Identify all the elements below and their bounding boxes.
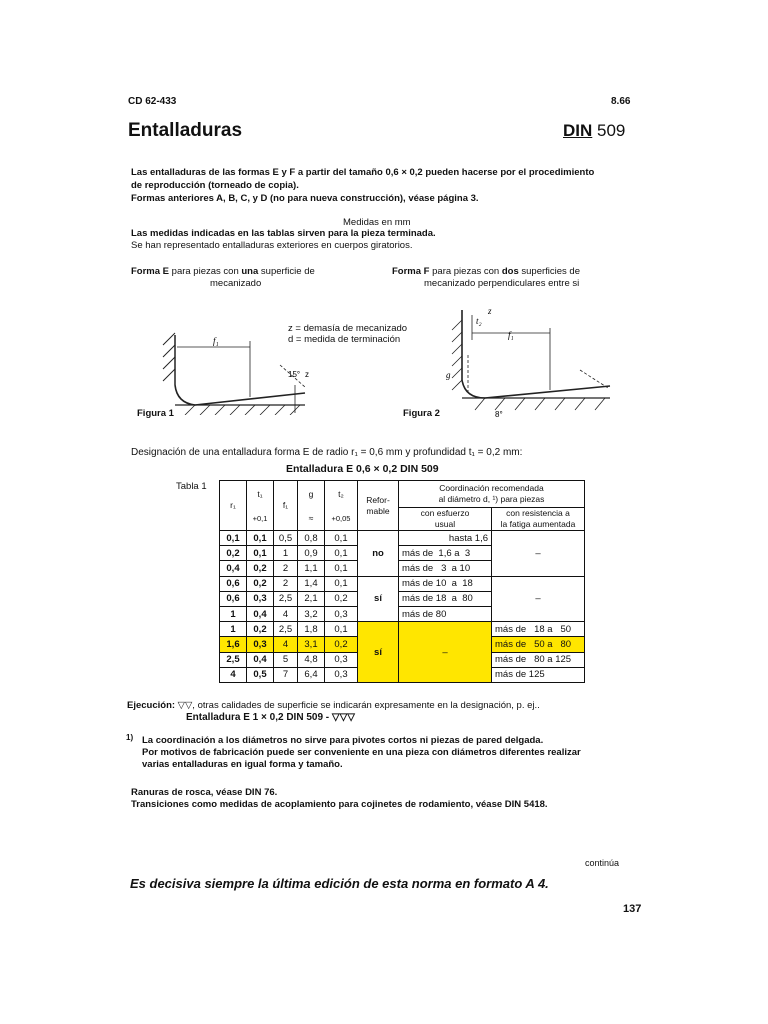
sub-usual: con esfuerzo usual: [420, 508, 470, 529]
cell-t1: 0,5: [247, 667, 274, 682]
header-f1: f₁: [282, 500, 289, 510]
form-f-text-c: dos: [501, 266, 519, 277]
col-header-t2: [325, 481, 358, 508]
doc-code: CD 62-433: [128, 96, 177, 107]
header-t2: t₂: [338, 488, 344, 499]
din-number: 509: [597, 121, 626, 140]
cell-r1: 4: [220, 667, 247, 682]
form-e-heading: [131, 266, 315, 278]
cell-t1: 0,1: [247, 546, 274, 561]
cell-t2: 0,1: [325, 622, 358, 637]
svg-text:8°: 8°: [495, 410, 503, 419]
col-header-t1: [247, 481, 274, 508]
cell-t2: 0,1: [325, 546, 358, 561]
col-header-f1: [274, 481, 298, 531]
execution-example: Entalladura E 1 × 0,2 DIN 509 - ▽▽▽: [186, 712, 355, 723]
sub-header-fatigue: [492, 508, 585, 531]
measures-line-2: Las medidas indicadas en las tablas sirven para la pieza terminada.: [131, 228, 436, 239]
header-coord: Coordinación recomendada al diámetro d, ¹) para piezas: [438, 483, 545, 504]
cell-fatigue: más de 125: [492, 667, 585, 682]
cell-reformable: sí: [358, 576, 399, 622]
legend-d: d = medida de terminación: [288, 334, 401, 345]
form-f-text-d: superficies de: [518, 266, 580, 277]
form-f-heading-2: mecanizado perpendiculares entre si: [424, 278, 580, 289]
footnote-line-1: La coordinación a los diámetros no sirve para pivotes cortos ni piezas de pared delgada.: [142, 735, 544, 746]
figure-1-caption: Figura 1: [137, 408, 174, 419]
cell-g: 1,4: [298, 576, 325, 591]
designation-example: Entalladura E 0,6 × 0,2 DIN 509: [286, 463, 439, 475]
header-t1: t₁: [257, 488, 263, 499]
cell-t1: 0,3: [247, 637, 274, 652]
cell-f1: 4: [274, 606, 298, 621]
notes-line-1: Ranuras de rosca, véase DIN 76.: [131, 787, 278, 798]
header-reformable: Refor- mable: [366, 494, 390, 516]
cell-f1: 1: [274, 546, 298, 561]
header-g: g: [308, 488, 314, 499]
footnote-line-3: varias entalladuras en igual forma y tamaño.: [142, 759, 343, 770]
cell-usual: hasta 1,6: [399, 531, 492, 546]
cell-r1: 0,1: [220, 531, 247, 546]
col-header-reformable: [358, 481, 399, 531]
cell-usual: más de 10 a 18: [399, 576, 492, 591]
cell-fatigue: –: [492, 576, 585, 622]
page-title: Entalladuras: [128, 120, 243, 141]
cell-t2: 0,2: [325, 637, 358, 652]
svg-text:t₂: t₂: [476, 316, 482, 326]
cell-t2: 0,3: [325, 652, 358, 667]
cell-f1: 2: [274, 561, 298, 576]
cell-fatigue: más de 80 a 125: [492, 652, 585, 667]
page-number: 137: [623, 903, 642, 915]
col-header-r1: [220, 481, 247, 531]
cell-t2: 0,3: [325, 667, 358, 682]
cell-t2: 0,2: [325, 591, 358, 606]
sub-g: ≈: [308, 513, 314, 524]
cell-r1: 2,5: [220, 652, 247, 667]
cell-f1: 2,5: [274, 591, 298, 606]
cell-fatigue: más de 18 a 50: [492, 622, 585, 637]
svg-text:f₁: f₁: [213, 336, 219, 346]
svg-text:g: g: [446, 370, 451, 380]
form-e-text-d: superficie de: [258, 266, 315, 277]
execution-label: Ejecución:: [127, 700, 176, 711]
form-f-text-b: para piezas con: [429, 266, 502, 277]
cell-r1: 1: [220, 622, 247, 637]
sub-fatigue: con resistencia a la fatiga aumentada: [500, 508, 576, 529]
cell-r1: 0,2: [220, 546, 247, 561]
doc-date: 8.66: [611, 96, 631, 107]
cell-r1: 1: [220, 606, 247, 621]
form-e-text-b: para piezas con: [169, 266, 242, 277]
svg-text:f₁: f₁: [508, 330, 514, 340]
din-label: DIN: [563, 121, 593, 140]
cell-reformable: no: [358, 531, 399, 577]
form-e-label: Forma E: [131, 266, 170, 277]
table-label: Tabla 1: [176, 481, 207, 492]
cell-g: 1,8: [298, 622, 325, 637]
table-row: [220, 576, 585, 591]
cell-t1: 0,2: [247, 576, 274, 591]
cell-usual: más de 80: [399, 606, 492, 621]
cell-g: 6,4: [298, 667, 325, 682]
measures-line-3: Se han representado entalladuras exteriores en cuerpos giratorios.: [131, 240, 413, 251]
cell-t1: 0,3: [247, 591, 274, 606]
footnote-line-2: Por motivos de fabricación puede ser conveniente en una pieza con diámetros diferentes realizar: [142, 747, 581, 758]
cell-t2: 0,1: [325, 576, 358, 591]
sub-t1: +0,1: [252, 514, 268, 524]
figure-2-drawing: [440, 300, 620, 420]
cell-g: 3,1: [298, 637, 325, 652]
legend-z: z = demasía de mecanizado: [288, 323, 408, 334]
intro-line-1: Las entalladuras de las formas E y F a partir del tamaño 0,6 × 0,2 pueden hacerse por el procedimiento: [131, 167, 595, 178]
cell-fatigue: –: [492, 531, 585, 577]
continua-label: continúa: [585, 858, 620, 868]
form-e-heading-2: mecanizado: [210, 278, 262, 289]
sub-header-t2: [325, 508, 358, 531]
svg-text:15°: 15°: [288, 370, 301, 379]
measures-heading: Medidas en mm: [343, 217, 411, 228]
figure-2-caption: Figura 2: [403, 408, 440, 419]
col-header-g: [298, 481, 325, 508]
table-row: [220, 531, 585, 546]
execution-text: ▽▽, otras calidades de superficie se indicarán expresamente en la designación, p. ej..: [175, 700, 540, 711]
form-e-text-c: una: [241, 266, 259, 277]
cell-t1: 0,4: [247, 606, 274, 621]
table-row: [220, 622, 585, 637]
cell-t2: 0,3: [325, 606, 358, 621]
cell-f1: 4: [274, 637, 298, 652]
sub-header-g: [298, 508, 325, 531]
form-f-label: Forma F: [392, 266, 430, 277]
footer-note: Es decisiva siempre la última edición de esta norma en formato A 4.: [130, 876, 549, 891]
svg-text:z: z: [305, 370, 309, 379]
cell-g: 1,1: [298, 561, 325, 576]
sub-t2: +0,05: [331, 514, 351, 524]
cell-g: 2,1: [298, 591, 325, 606]
intro-line-2: de reproducción (torneado de copia).: [131, 180, 299, 191]
cell-f1: 7: [274, 667, 298, 682]
cell-t1: 0,1: [247, 531, 274, 546]
cell-r1: 1,6: [220, 637, 247, 652]
cell-f1: 2,5: [274, 622, 298, 637]
cell-f1: 5: [274, 652, 298, 667]
cell-f1: 2: [274, 576, 298, 591]
sub-header-usual: [399, 508, 492, 531]
cell-g: 0,8: [298, 531, 325, 546]
cell-t1: 0,4: [247, 652, 274, 667]
cell-r1: 0,4: [220, 561, 247, 576]
cell-t2: 0,1: [325, 561, 358, 576]
col-header-coord: [399, 481, 585, 508]
cell-reformable: sí: [358, 622, 399, 683]
header-r1: r₁: [230, 500, 236, 510]
cell-usual: más de 18 a 80: [399, 591, 492, 606]
cell-g: 0,9: [298, 546, 325, 561]
form-f-heading: [392, 266, 580, 278]
intro-line-3: Formas anteriores A, B, C, y D (no para nueva construcción), véase página 3.: [131, 193, 479, 204]
cell-g: 3,2: [298, 606, 325, 621]
cell-usual: más de 3 a 10: [399, 561, 492, 576]
cell-g: 4,8: [298, 652, 325, 667]
cell-fatigue: más de 50 a 80: [492, 637, 585, 652]
cell-r1: 0,6: [220, 591, 247, 606]
designation-text: Designación de una entalladura forma E de radio r₁ = 0,6 mm y profundidad t₁ = 0,2 mm:: [131, 447, 523, 458]
cell-usual: –: [399, 622, 492, 683]
table-1: [219, 480, 585, 683]
svg-text:z: z: [488, 306, 492, 316]
execution-line: [127, 700, 540, 712]
cell-t2: 0,1: [325, 531, 358, 546]
din-heading: [563, 121, 625, 141]
cell-r1: 0,6: [220, 576, 247, 591]
cell-f1: 0,5: [274, 531, 298, 546]
notes-line-2: Transiciones como medidas de acoplamiento para cojinetes de rodamiento, véase DIN 5418.: [131, 799, 548, 810]
cell-t1: 0,2: [247, 622, 274, 637]
footnote-mark: 1): [126, 733, 134, 742]
cell-t1: 0,2: [247, 561, 274, 576]
sub-header-t1: [247, 508, 274, 531]
cell-usual: más de 1,6 a 3: [399, 546, 492, 561]
